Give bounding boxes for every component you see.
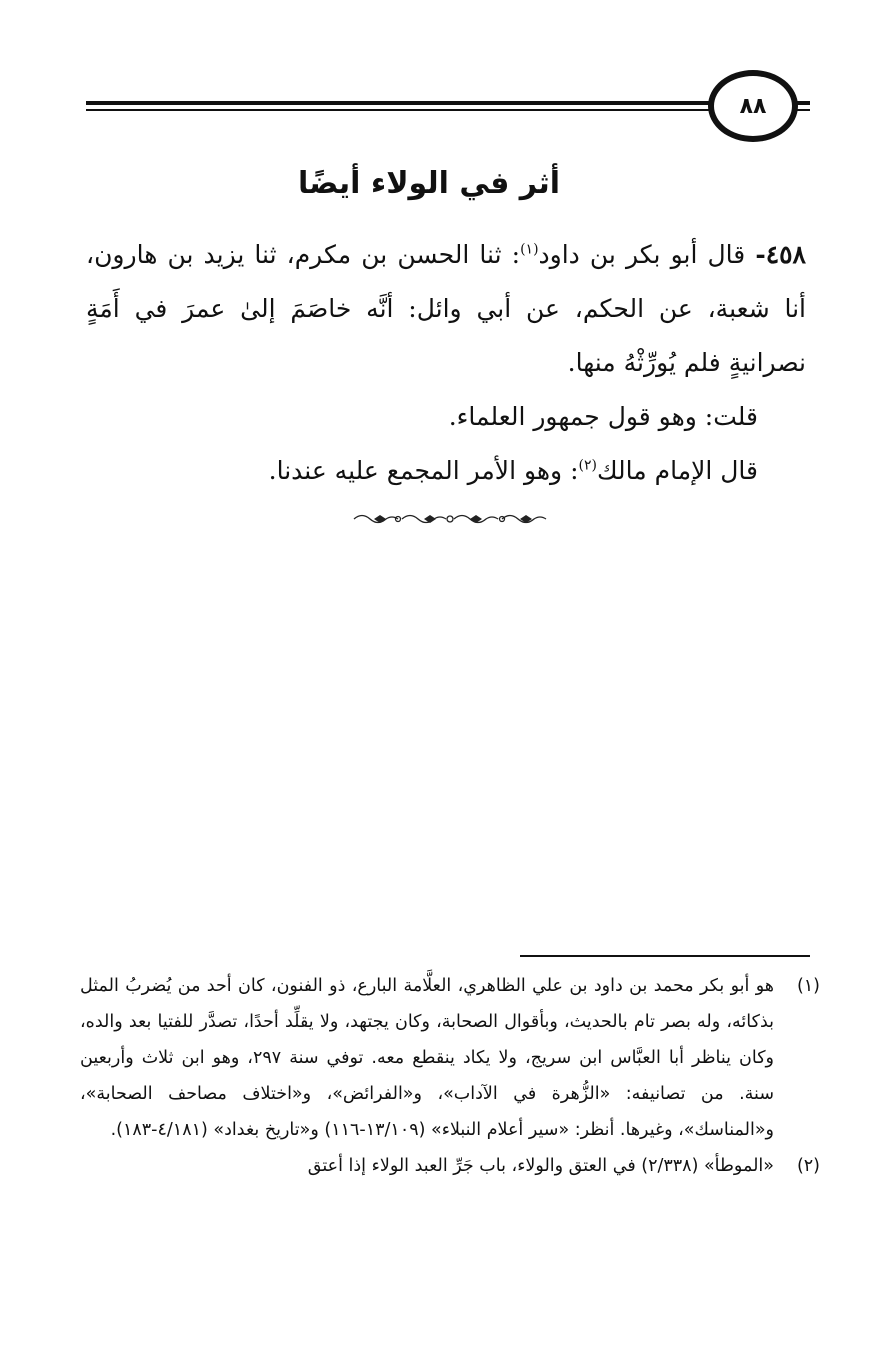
para1-start: قال أبو بكر بن داود — [538, 240, 756, 269]
section-title: أثر في الولاء أيضًا — [298, 166, 560, 201]
item-number: ٤٥٨- — [755, 240, 806, 269]
footnote-2-text: «الموطأ» (٢/٣٣٨) في العتق والولاء، باب جَرِّ العبد الولاء إذا أعتق — [307, 1156, 774, 1176]
hadith-paragraph — [86, 228, 806, 390]
header-rule-thick — [86, 101, 712, 105]
malik-quote-start: قال الإمام مالك — [596, 456, 758, 485]
footnote-2 — [80, 1148, 820, 1184]
footnote-1-text: هو أبو بكر محمد بن داود بن علي الظاهري، العلَّامة البارع، ذو الفنون، كان أحد من يُضربُ المثل بذكائه، وله بصر تام بالحديث، وبأقوال الصحابة، وكان يجتهد، ولا يقلِّد أحدًا، تصدَّر للفتيا بعد والده، وكان يناظر أبا العبَّاس ابن سريج، ولا يكاد ينقطع معه. توفي سنة ٢٩٧، وهو ابن ثلاث وأربعين سنة. من تصانيفه: «الزُّهرة في الآداب»، و«الفرائض»، و«اختلاف مصاحف الصحابة»، و«المناسك»، وغيرها. أنظر: «سير أعلام النبلاء» (١٣/١٠٩-١١٦) و«تاريخ بغداد» (٤/١٨١-١٨٣). — [80, 976, 774, 1140]
footnote-ref-1[interactable]: (١) — [520, 241, 539, 258]
para1-rest: : ثنا الحسن بن مكرم، ثنا يزيد بن هارون، أنا شعبة، عن الحكم، عن أبي وائل: أنَّه خاصَمَ إلىٰ عمرَ في أَمَةٍ نصرانيةٍ فلم يُورِّثْهُ منها. — [86, 240, 806, 377]
footnotes — [80, 968, 820, 1184]
footnote-1 — [80, 968, 820, 1148]
footnote-1-marker: (١) — [796, 976, 820, 996]
footnote-separator — [520, 955, 810, 957]
page-number: ٨٨ — [708, 70, 798, 142]
malik-quote — [86, 444, 806, 498]
footnote-2-marker: (٢) — [796, 1156, 820, 1176]
footnote-ref-2[interactable]: (٢) — [578, 457, 597, 474]
header-rule-thin — [86, 109, 712, 111]
malik-quote-rest: : وهو الأمر المجمع عليه عندنا. — [268, 456, 579, 485]
ornament-divider-icon — [350, 508, 550, 530]
main-text — [86, 228, 806, 498]
author-comment: قلت: وهو قول جمهور العلماء. — [448, 402, 758, 431]
